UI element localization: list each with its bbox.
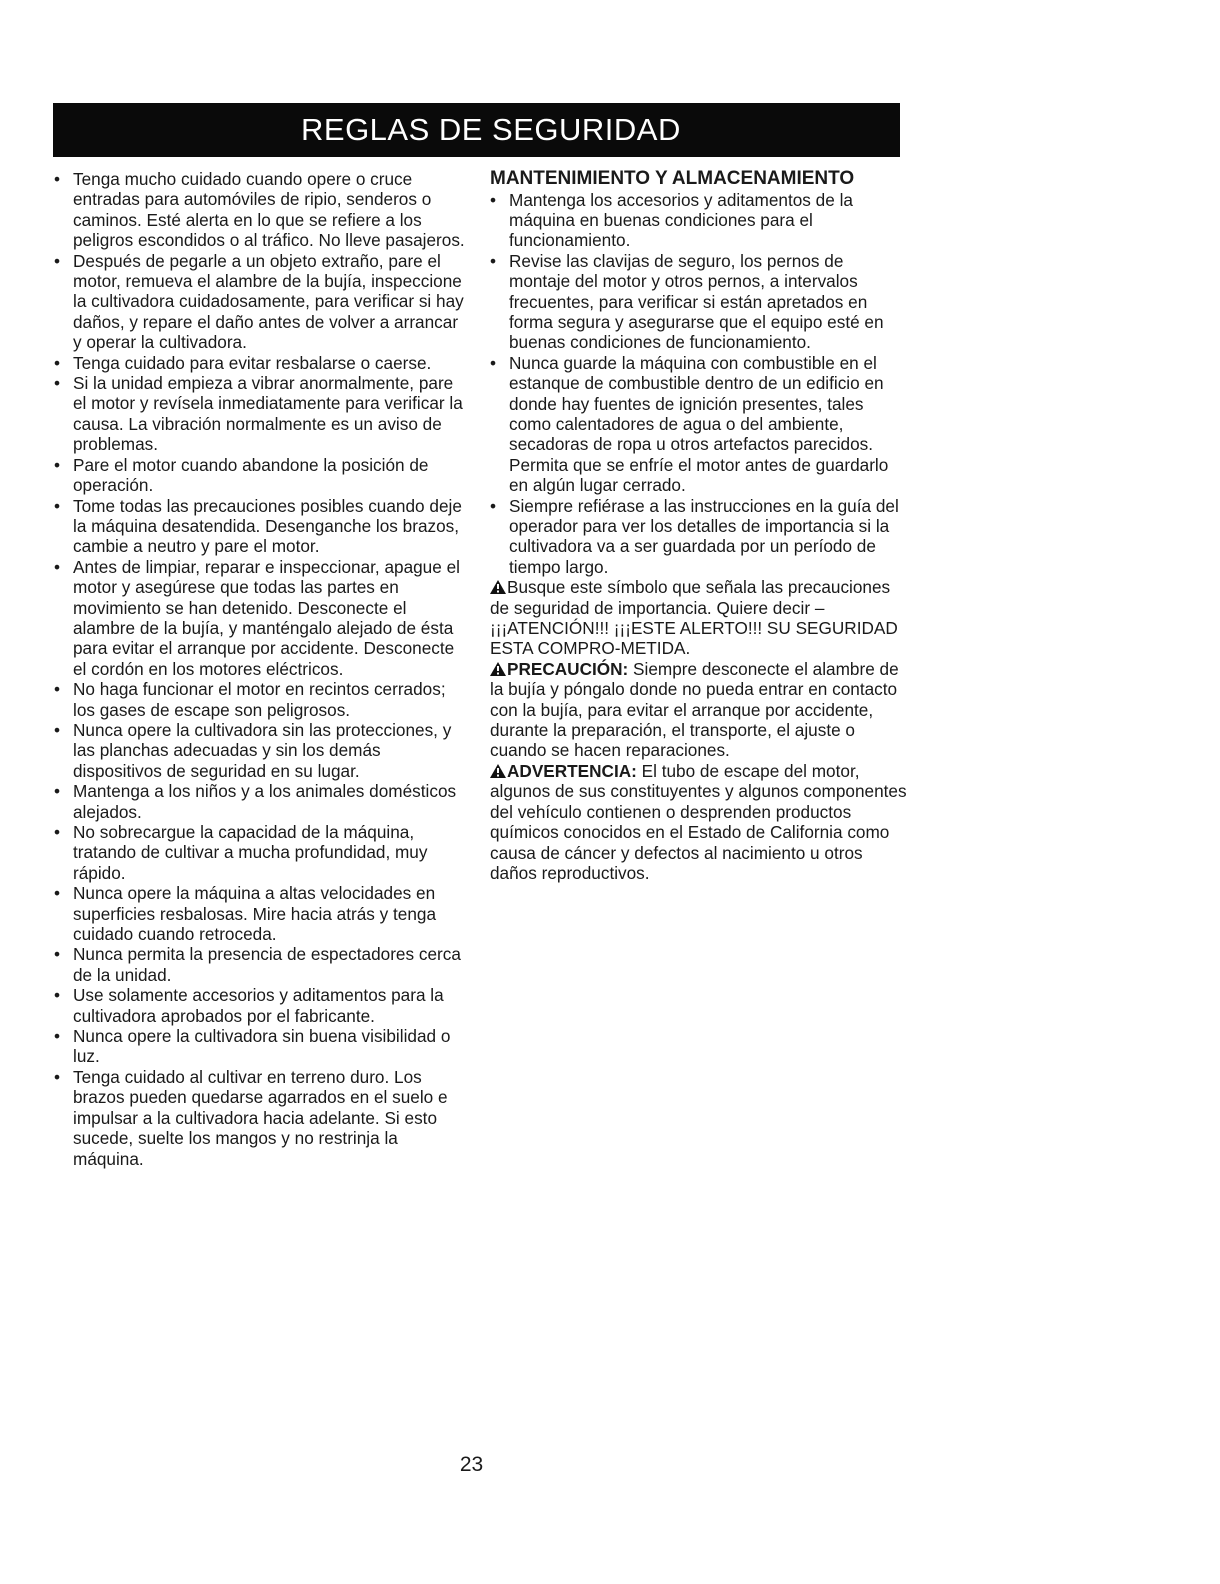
- bullet-icon: •: [490, 189, 497, 210]
- list-item: [490, 353, 908, 496]
- bullet-icon: •: [54, 985, 61, 1006]
- safety-rules-list: [54, 169, 470, 1169]
- list-item: [54, 496, 470, 557]
- bullet-icon: •: [490, 250, 497, 271]
- page-title: REGLAS DE SEGURIDAD: [301, 112, 681, 147]
- list-item: [54, 822, 470, 883]
- bullet-icon: •: [54, 883, 61, 904]
- list-item-text: Nunca opere la cultivadora sin buena visibilidad o luz.: [73, 1026, 451, 1067]
- list-item-text: Después de pegarle a un objeto extraño, pare el motor, remueva el alambre de la bujía, inspeccione la cultivadora cuidadosamente, para verificar si hay daños, y repare el daño antes de volver a arrancar y operar la cultivadora.: [73, 250, 464, 353]
- list-item: [54, 679, 470, 720]
- list-item: [54, 373, 470, 455]
- header-banner: [53, 103, 900, 157]
- bullet-icon: •: [54, 454, 61, 475]
- right-column: [490, 169, 908, 883]
- warning-triangle-icon: [490, 580, 506, 594]
- list-item-text: Si la unidad empieza a vibrar anormalmente, pare el motor y revísela inmediatamente para verificar la causa. La vibración normalmente es un aviso de problemas.: [73, 373, 463, 455]
- list-item: [490, 190, 908, 251]
- list-item-text: Nunca guarde la máquina con combustible en el estanque de combustible dentro de un edificio en donde hay fuentes de ignición presentes, tales como calentadores de agua o del ambiente, secadoras de ropa u otros artefactos parecidos. Permita que se enfríe el motor antes de guardarlo en algún lugar cerrado.: [509, 352, 889, 496]
- warning-triangle-icon: [490, 662, 506, 676]
- list-item: [54, 557, 470, 679]
- bullet-icon: •: [490, 352, 497, 373]
- symbol-note-text: Busque este símbolo que señala las precauciones de seguridad de importancia. Quiere decir – ¡¡¡ATENCIÓN!!! ¡¡¡ESTE ALERTO!!! SU SEGURIDAD ESTA COMPRO-METIDA.: [490, 577, 898, 659]
- list-item-text: Revise las clavijas de seguro, los pernos de montaje del motor y otros pernos, a intervalos frecuentes, para verificar si están apretados en forma segura y asegurarse que el equipo esté en buenas condiciones de funcionamiento.: [509, 250, 884, 353]
- list-item-text: Mantenga a los niños y a los animales domésticos alejados.: [73, 781, 457, 822]
- bullet-icon: •: [54, 679, 61, 700]
- maintenance-list: [490, 190, 908, 578]
- list-item-text: Tenga mucho cuidado cuando opere o cruce entradas para automóviles de ripio, senderos o caminos. Esté alerta en lo que se refiere a los peligros escondidos o al tráfico. No lleve pasajeros.: [73, 169, 465, 251]
- bullet-icon: •: [54, 719, 61, 740]
- warning-label: ADVERTENCIA:: [507, 760, 637, 781]
- warning-text: El tubo de escape del motor, algunos de sus constituyentes y algunos componentes del vehículo contienen o desprenden productos químicos conocidos en el Estado de California como causa de cáncer y defectos al nacimiento u otros daños reproductivos.: [490, 760, 907, 883]
- list-item-text: Tome todas las precauciones posibles cuando deje la máquina desatendida. Desenganche los brazos, cambie a neutro y pare el motor.: [73, 495, 462, 557]
- list-item-text: Mantenga los accesorios y aditamentos de la máquina en buenas condiciones para el funcionamiento.: [509, 189, 853, 251]
- bullet-icon: •: [54, 1066, 61, 1087]
- caution-label: PRECAUCIÓN:: [507, 658, 629, 679]
- bullet-icon: •: [490, 495, 497, 516]
- list-item-text: Use solamente accesorios y aditamentos para la cultivadora aprobados por el fabricante.: [73, 985, 444, 1026]
- caution-paragraph: [490, 659, 908, 761]
- bullet-icon: •: [54, 169, 61, 189]
- list-item-text: Antes de limpiar, reparar e inspeccionar, apague el motor y asegúrese que todas las partes en movimiento se han detenido. Desconecte el alambre de la bujía, y manténgalo alejado de ésta para evitar el arranque por accidente. Desconecte el cordón en los motores eléctricos.: [73, 556, 460, 679]
- warning-paragraph: [490, 761, 908, 883]
- bullet-icon: •: [54, 822, 61, 842]
- list-item-text: Pare el motor cuando abandone la posición de operación.: [73, 454, 429, 496]
- warning-triangle-icon: [490, 764, 506, 778]
- list-item-text: Nunca permita la presencia de espectadores cerca de la unidad.: [73, 944, 461, 985]
- left-column: [54, 169, 470, 1169]
- list-item: [54, 1067, 470, 1169]
- list-item: [54, 720, 470, 781]
- list-item: [54, 781, 470, 822]
- bullet-icon: •: [54, 352, 61, 373]
- page-number: 23: [459, 1453, 484, 1476]
- list-item: [490, 251, 908, 353]
- bullet-icon: •: [54, 1026, 61, 1047]
- list-item-text: Nunca opere la cultivadora sin las protecciones, y las planchas adecuadas y sin los demás dispositivos de seguridad en su lugar.: [73, 719, 452, 781]
- list-item: [54, 1026, 470, 1067]
- list-item-text: No haga funcionar el motor en recintos cerrados; los gases de escape son peligrosos.: [73, 679, 446, 720]
- bullet-icon: •: [54, 556, 61, 577]
- section-heading: MANTENIMIENTO Y ALMACENAMIENTO: [490, 168, 855, 189]
- list-item-text: Nunca opere la máquina a altas velocidades en superficies resbalosas. Mire hacia atrás y tenga cuidado cuando retroceda.: [73, 883, 437, 945]
- bullet-icon: •: [54, 373, 61, 394]
- list-item-text: Siempre refiérase a las instrucciones en la guía del operador para ver los detalles de importancia si la cultivadora va a ser guardada por un período de tiempo largo.: [509, 495, 899, 577]
- list-item-text: Tenga cuidado al cultivar en terreno duro. Los brazos pueden quedarse agarrados en el suelo e impulsar a la cultivadora hacia adelante. Si esto sucede, suelte los mangos y no restrinja la máquina.: [73, 1066, 448, 1169]
- list-item: [54, 985, 470, 1026]
- caution-text: Siempre desconecte el alambre de la bujía y póngalo donde no pueda entrar en contacto con la bujía, para evitar el arranque por accidente, durante la preparación, el transporte, el ajuste o cuando se hacen reparaciones.: [490, 658, 899, 761]
- bullet-icon: •: [54, 781, 61, 802]
- list-item: [54, 883, 470, 944]
- list-item: [54, 353, 470, 373]
- bullet-icon: •: [54, 944, 61, 965]
- list-item-text: Tenga cuidado para evitar resbalarse o caerse.: [73, 352, 432, 373]
- bullet-icon: •: [54, 495, 61, 516]
- list-item: [54, 944, 470, 985]
- list-item: [54, 169, 470, 251]
- list-item: [490, 496, 908, 578]
- bullet-icon: •: [54, 250, 61, 271]
- list-item: [54, 455, 470, 496]
- list-item-text: No sobrecargue la capacidad de la máquina, tratando de cultivar a mucha profundidad, muy rápido.: [73, 822, 428, 883]
- list-item: [54, 251, 470, 353]
- symbol-note: [490, 577, 908, 659]
